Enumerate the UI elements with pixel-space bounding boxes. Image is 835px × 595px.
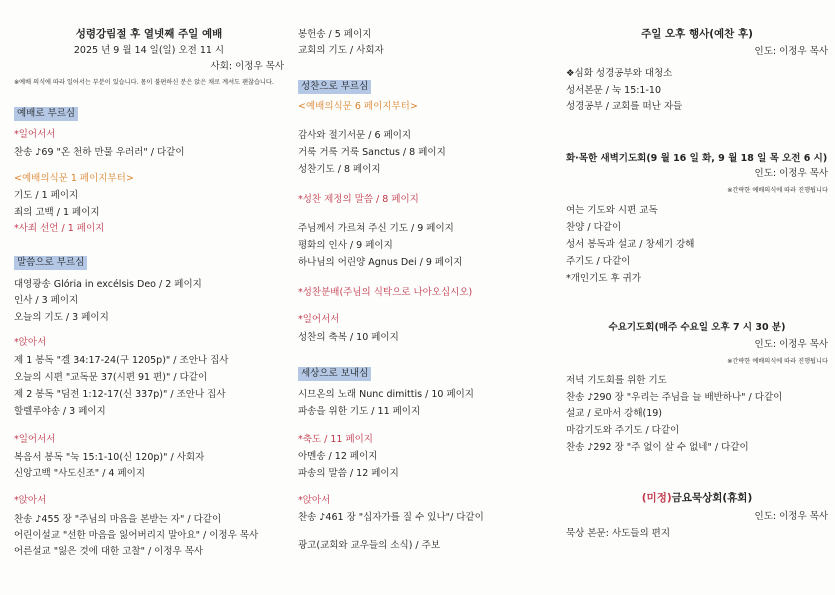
section-header-sending: 세상으로 보내심 [298,367,371,381]
hymn-line: 찬송 ♪461 장 "십자가를 질 수 있나"/ 다같이 [298,512,484,523]
order-item: 오늘의 시편 "교독문 37(시편 91 편)" / 다같이 [14,372,208,383]
event-item: 성경공부 / 교회를 떠난 자들 [566,101,683,112]
hymn-line: 찬송 ♪455 장 "주님의 마음을 본받는 자" / 다같이 [14,514,222,525]
event-item: 찬송 ♪290 장 "우리는 주님을 늘 배반하나" / 다같이 [566,392,783,403]
service-title: 성령강림절 후 열넷째 주일 예배 [75,28,223,40]
order-item: 제 2 봉독 "딤전 1:12-17(신 337p)" / 조안나 집사 [14,389,226,400]
rubric-stand: *일어서서 [298,314,340,325]
order-item: 기도 / 1 페이지 [14,190,79,201]
order-item: 할렐루야송 / 3 페이지 [14,406,106,417]
order-item: 인사 / 3 페이지 [14,295,79,306]
event-item: 성서 봉독과 설교 / 창세기 강해 [566,239,695,250]
rubric-stand: *일어서서 [14,129,56,140]
service-date: 2025 년 9 월 14 일(일) 오전 11 시 [73,45,225,56]
order-item: 성찬의 축복 / 10 페이지 [298,332,399,343]
order-item: 봉헌송 / 5 페이지 [298,29,372,40]
event-item: 찬송 ♪292 장 "주 없이 살 수 없네" / 다같이 [566,442,749,453]
pending-tag: (미정) [641,492,672,504]
event-item: 묵상 본문: 사도들의 편지 [566,528,671,539]
friday-title-text: 금요묵상회(휴회) [671,492,753,504]
order-item: 오늘의 기도 / 3 페이지 [14,312,109,323]
order-item: 아멘송 / 12 페이지 [298,451,378,462]
order-item: 파송의 말씀 / 12 페이지 [298,468,399,479]
service-officiant: 사회: 이정우 목사 [210,61,284,72]
rubric-stand: *일어서서 [14,434,56,445]
event-item: 저녁 기도회를 위한 기도 [566,375,667,386]
hymn-line: 찬송 ♪69 "온 천하 만물 우러러" / 다같이 [14,147,185,158]
section-header-eucharist: 성찬으로 부르심 [298,80,371,94]
order-item: 성찬기도 / 8 페이지 [298,164,381,175]
rubric-sit: *앉아서 [14,337,47,348]
event-item: 성서본문 / 눅 15:1-10 [566,85,661,96]
events-column [566,0,828,595]
afternoon-leader: 인도: 이정우 목사 [754,46,828,57]
event-item: *개인기도 후 귀가 [566,273,642,284]
dawn-prayer-note: ※간략한 예배의식에 따라 진행됩니다 [727,187,828,194]
friday-meditation-title [566,492,828,505]
order-item: 주님께서 가르쳐 주신 기도 / 9 페이지 [298,223,454,234]
liturgy-page-note: <예배의식문 1 페이지부터> [14,173,134,184]
order-item: 어른설교 "잃은 것에 대한 고찰" / 이정우 목사 [14,546,204,557]
order-item: 평화의 인사 / 9 페이지 [298,240,393,251]
bible-study-heading: ❖심화 성경공부와 대청소 [566,68,673,79]
order-item: 거룩 거룩 거룩 Sanctus / 8 페이지 [298,147,446,158]
order-item: 신앙고백 "사도신조" / 4 페이지 [14,468,146,479]
order-item: *축도 / 11 페이지 [298,434,373,445]
rubric-sit: *앉아서 [14,495,47,506]
event-item: 여는 기도와 시편 교독 [566,205,658,216]
order-item: 죄의 고백 / 1 페이지 [14,207,100,218]
order-of-worship-column [14,0,284,595]
order-item: 대영광송 Glória in excélsis Deo / 2 페이지 [14,279,202,290]
order-item: *성찬분배(주님의 식탁으로 나아오십시오) [298,287,473,298]
standing-notice: ※예배 의식에 따라 일어서는 부분이 있습니다. 몸이 불편하신 분은 앉은 채로 계셔도 괜찮습니다. [14,79,274,86]
event-item: 주기도 / 다같이 [566,256,631,267]
order-item: 시므온의 노래 Nunc dimittis / 10 페이지 [298,389,474,400]
order-item: 복음서 봉독 "눅 15:1-10(신 120p)" / 사회자 [14,452,205,463]
order-of-worship-column-2 [298,0,558,595]
wednesday-prayer-leader: 인도: 이정우 목사 [754,339,828,350]
order-item: 파송을 위한 기도 / 11 페이지 [298,406,421,417]
order-item: *사죄 선언 / 1 페이지 [14,223,105,234]
order-item: 제 1 봉독 "겔 34:17-24(구 1205p)" / 조안나 집사 [14,355,229,366]
dawn-prayer-title: 화·목한 새벽기도회(9 월 16 일 화, 9 월 18 일 목 오전 6 시) [566,153,828,164]
friday-meditation-leader: 인도: 이정우 목사 [754,511,828,522]
order-item: 감사와 절기서문 / 6 페이지 [298,130,412,141]
section-header-word: 말씀으로 부르심 [14,256,87,270]
order-item: 광고(교회와 교우들의 소식) / 주보 [298,540,440,551]
order-item: 교회의 기도 / 사회자 [298,45,384,56]
event-item: 마감기도와 주기도 / 다같이 [566,425,680,436]
event-item: 찬양 / 다같이 [566,222,622,233]
order-item: *성찬 제정의 말씀 / 8 페이지 [298,194,419,205]
order-item: 어린이설교 "선한 마음을 잃어버리지 말아요" / 이정우 목사 [14,530,259,541]
liturgy-page-note: <예배의식문 6 페이지부터> [298,101,418,112]
order-item: 하나님의 어린양 Agnus Dei / 9 페이지 [298,257,463,268]
section-header-call-to-worship: 예배로 부르심 [14,107,78,121]
afternoon-title: 주일 오후 행사(예찬 후) [641,28,753,40]
event-item: 설교 / 로마서 강해(19) [566,408,663,419]
dawn-prayer-leader: 인도: 이정우 목사 [754,168,828,179]
rubric-sit: *앉아서 [298,495,331,506]
wednesday-prayer-note: ※간략한 예배의식에 따라 진행됩니다 [727,358,828,365]
wednesday-prayer-title: 수요기도회(매주 수요일 오후 7 시 30 분) [608,322,786,333]
